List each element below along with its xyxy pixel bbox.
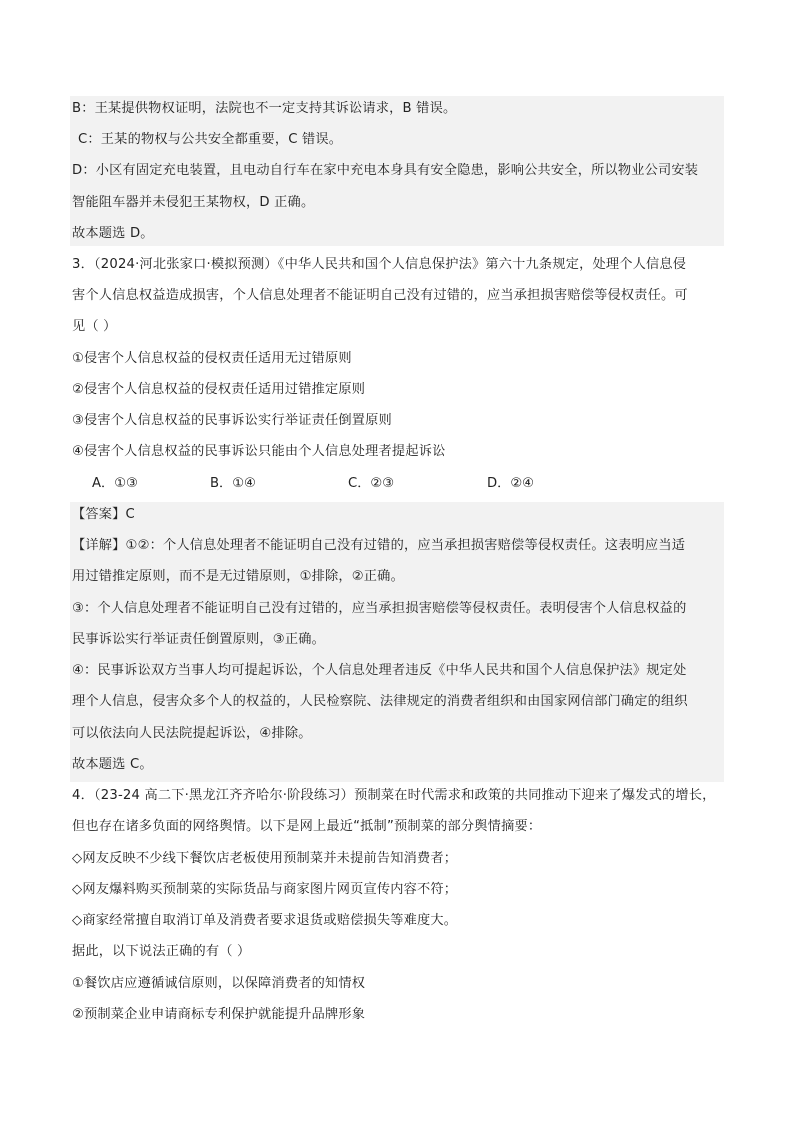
explanation-line: 民事诉讼实行举证责任倒置原则，③正确。 (72, 632, 325, 647)
statement-item: ②侵害个人信息权益的侵权责任适用过错推定原则 (72, 382, 366, 397)
text-line: D：小区有固定充电装置，且电动自行车在家中充电本身具有安全隐患，影响公共安全，所以物业公司安装 (72, 163, 699, 178)
question-3-stem: 见（ ） (72, 319, 117, 334)
explanation-line: ④：民事诉讼双方当事人均可提起诉讼，个人信息处理者违反《中华人民共和国个人信息保护法》规定处 (72, 663, 687, 678)
question-4-prompt: 据此，以下说法正确的有（ ） (72, 944, 251, 959)
explanation-line: 【详解】①②：个人信息处理者不能证明自己没有过错的，应当承担损害赔偿等侵权责任。这表明应当适 (72, 538, 686, 553)
option-d: D．②④ (487, 476, 534, 491)
answer-label: 【答案】C (72, 507, 135, 522)
text-line: 智能阻车器并未侵犯王某物权，D 正确。 (72, 195, 315, 210)
explanation-line: ③：个人信息处理者不能证明自己没有过错的，应当承担损害赔偿等侵权责任。表明侵害个人信息权益的 (72, 601, 687, 616)
question-4-stem: 但也存在诸多负面的网络舆情。以下是网上最近“抵制”预制菜的部分舆情摘要： (72, 819, 542, 834)
option-b: B．①④ (210, 476, 256, 491)
statement-item: ③侵害个人信息权益的民事诉讼实行举证责任倒置原则 (72, 413, 392, 428)
text-line: C：王某的物权与公共安全都重要，C 错误。 (78, 132, 343, 147)
explanation-line: 理个人信息，侵害众多个人的权益的，人民检察院、法律规定的消费者组织和由国家网信部门确定的组织 (72, 694, 688, 709)
statement-item: ②预制菜企业申请商标专利保护就能提升品牌形象 (72, 1007, 366, 1022)
question-4-stem: 4．（23-24 高二下·黑龙江齐齐哈尔·阶段练习）预制菜在时代需求和政策的共同推动下迎来了爆发式的增长， (72, 788, 716, 803)
statement-item: ①侵害个人信息权益的侵权责任适用无过错原则 (72, 351, 352, 366)
explanation-line: 可以依法向人民法院提起诉讼，④排除。 (72, 726, 312, 741)
bullet-item: ◇商家经常擅自取消订单及消费者要求退货或赔偿损失等难度大。 (72, 913, 458, 928)
text-line: 故本题选 D。 (72, 226, 154, 241)
statement-item: ④侵害个人信息权益的民事诉讼只能由个人信息处理者提起诉讼 (72, 444, 446, 459)
text-line: B：王某提供物权证明，法院也不一定支持其诉讼请求，B 错误。 (72, 101, 457, 116)
bullet-item: ◇网友反映不少线下餐饮店老板使用预制菜并未提前告知消费者； (72, 851, 458, 866)
option-c: C．②③ (348, 476, 395, 491)
question-3-stem: 害个人信息权益造成损害，个人信息处理者不能证明自己没有过错的，应当承担损害赔偿等侵权责任。可 (72, 288, 688, 303)
statement-item: ①餐饮店应遵循诚信原则，以保障消费者的知情权 (72, 976, 366, 991)
explanation-line: 用过错推定原则，而不是无过错原则，①排除，②正确。 (72, 569, 404, 584)
question-3-stem: 3．（2024·河北张家口·模拟预测）《中华人民共和国个人信息保护法》第六十九条规定，处理个人信息侵 (72, 257, 687, 272)
bullet-item: ◇网友爆料购买预制菜的实际货品与商家图片网页宣传内容不符； (72, 882, 458, 897)
text-line: 故本题选 C。 (72, 757, 153, 772)
option-a: A．①③ (92, 476, 138, 491)
